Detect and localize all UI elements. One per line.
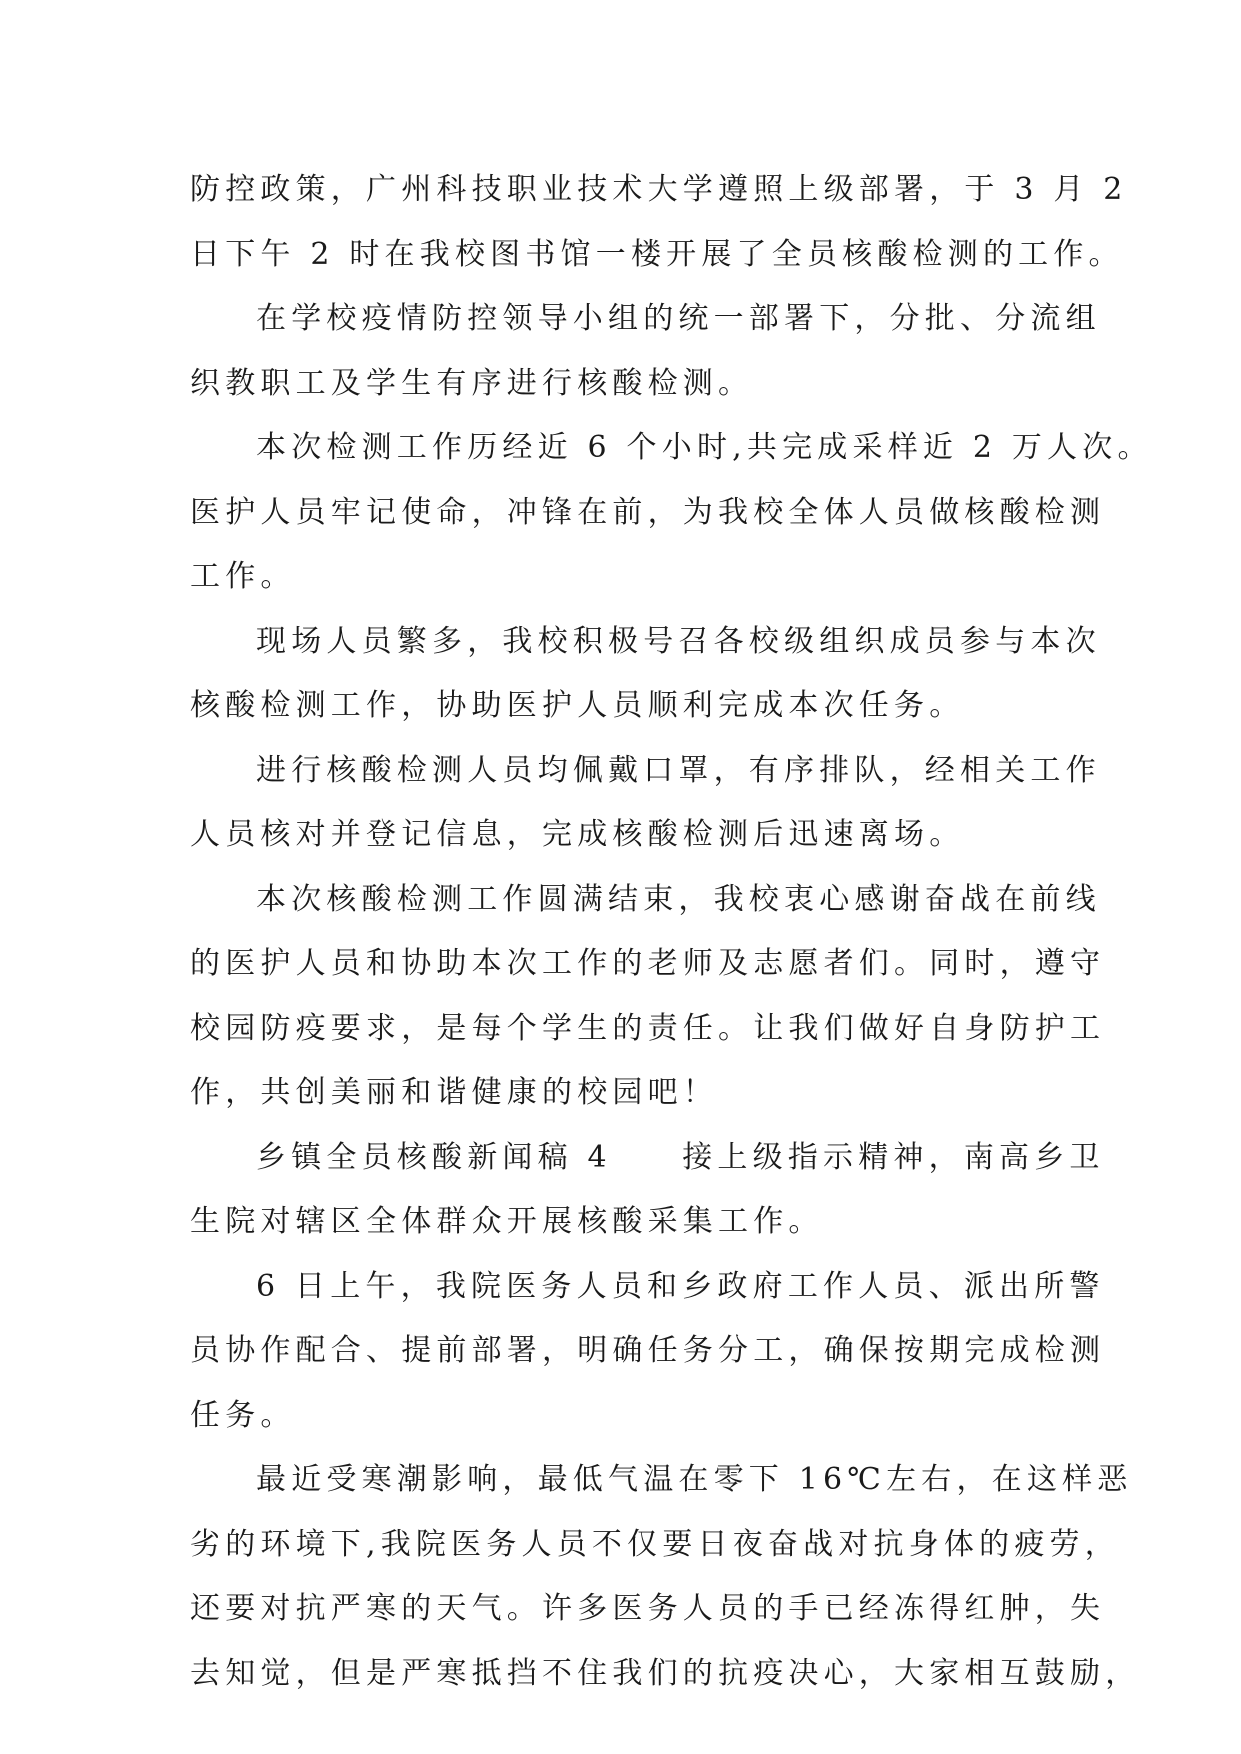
- text-line: 6 日上午，我院医务人员和乡政府工作人员、派出所警: [256, 1268, 1105, 1304]
- text-line: 在学校疫情防控领导小组的统一部署下，分批、分流组: [256, 301, 1101, 336]
- text-line: 校园防疫要求，是每个学生的责任。让我们做好自身防护工: [190, 1010, 1106, 1046]
- text-line: 去知觉，但是严寒抵挡不住我们的抗疫决心，大家相互鼓励，: [190, 1655, 1141, 1691]
- body-text: [190, 158, 1153, 1706]
- text-line: 日下午 2 时在我校图书馆一楼开展了全员核酸检测的工作。: [190, 236, 1124, 272]
- text-line: 本次核酸检测工作圆满结束，我校衷心感谢奋战在前线: [256, 881, 1101, 917]
- text-line: 人员核对并登记信息，完成核酸检测后迅速离场。: [190, 817, 965, 852]
- text-line: 员协作配合、提前部署，明确任务分工，确保按期完成检测: [190, 1333, 1106, 1368]
- text-line: 工作。: [190, 559, 296, 594]
- text-line: 作，共创美丽和谐健康的校园吧！: [190, 1075, 718, 1110]
- text-line: 最近受寒潮影响，最低气温在零下 16℃左右，在这样恶: [256, 1462, 1133, 1497]
- text-line: 医护人员牢记使命，冲锋在前，为我校全体人员做核酸检测: [190, 494, 1106, 530]
- text-line: 核酸检测工作，协助医护人员顺利完成本次任务。: [190, 688, 965, 723]
- text-line: 任务。: [190, 1397, 296, 1433]
- text-line: 乡镇全员核酸新闻稿 4 接上级指示精神，南高乡卫: [256, 1139, 1105, 1175]
- text-line: 还要对抗严寒的天气。许多医务人员的手已经冻得红肿，失: [190, 1591, 1106, 1626]
- text-line: 进行核酸检测人员均佩戴口罩，有序排队，经相关工作: [256, 752, 1101, 788]
- text-line: 织教职工及学生有序进行核酸检测。: [190, 365, 754, 401]
- text-line: 本次检测工作历经近 6 个小时,共完成采样近 2 万人次。: [256, 430, 1153, 465]
- text-line: 的医护人员和协助本次工作的老师及志愿者们。同时，遵守: [190, 946, 1106, 981]
- text-line: 生院对辖区全体群众开展核酸采集工作。: [190, 1204, 824, 1239]
- text-line: 防控政策，广州科技职业技术大学遵照上级部署，于 3 月 2: [190, 172, 1128, 207]
- text-line: 现场人员繁多，我校积极号召各校级组织成员参与本次: [256, 623, 1101, 659]
- text-line: 劣的环境下,我院医务人员不仅要日夜奋战对抗身体的疲劳，: [190, 1526, 1120, 1562]
